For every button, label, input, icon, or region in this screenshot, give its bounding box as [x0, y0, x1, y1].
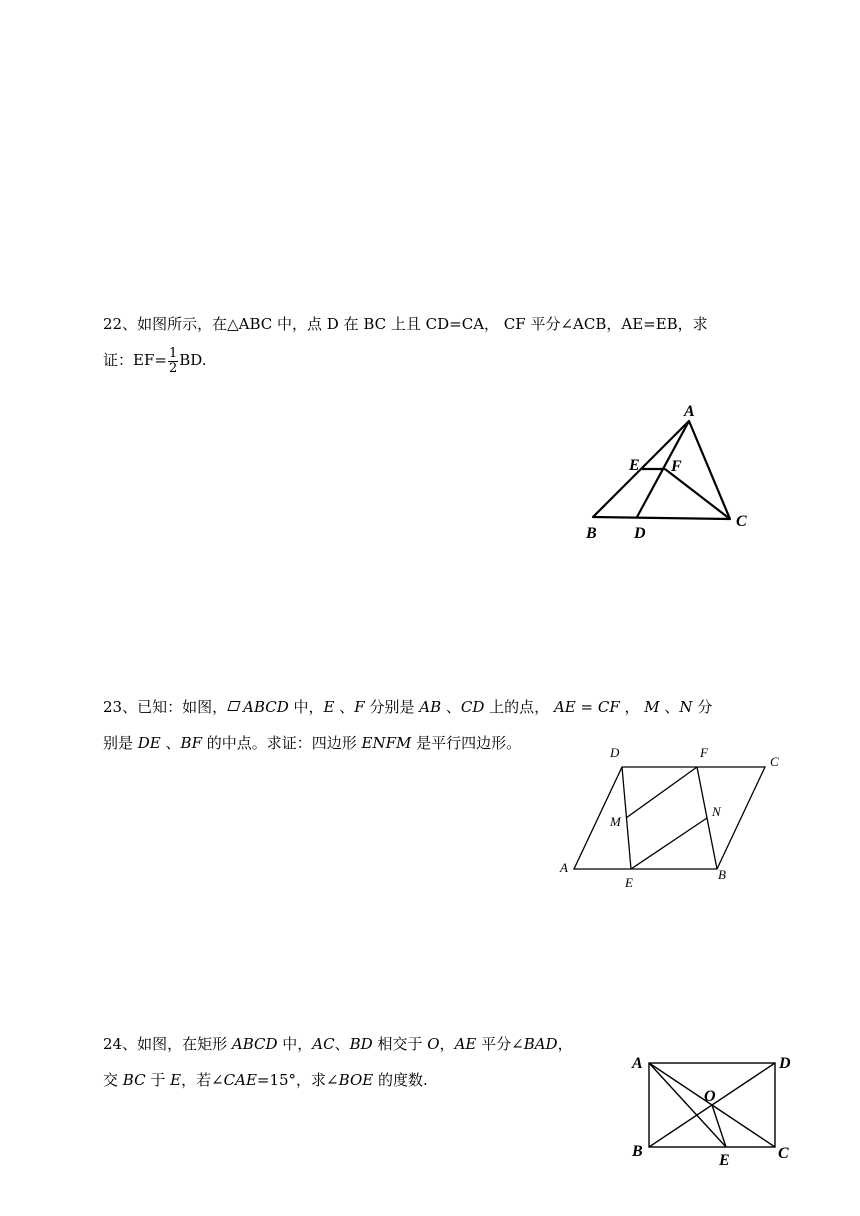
text: 、已知：如图， — [122, 698, 228, 716]
problem-22-number: 22 — [103, 315, 123, 333]
var: AE — [553, 698, 576, 716]
text: ， — [557, 1035, 573, 1053]
segment-ad — [637, 421, 689, 517]
label-a: A — [684, 403, 695, 420]
label-a: A — [560, 860, 568, 875]
text: 、如图，在矩形 — [122, 1035, 232, 1053]
label-o: O — [704, 1088, 716, 1105]
text: 分别是 — [364, 698, 420, 716]
segment-en — [631, 818, 707, 869]
fraction-one-half — [168, 347, 178, 376]
problem-24-line-2 — [103, 1070, 428, 1090]
text: 别是 — [103, 734, 138, 752]
text: 上的点， — [484, 698, 554, 716]
segment-oe — [712, 1105, 726, 1147]
var: E — [323, 698, 335, 716]
var: F — [354, 698, 365, 716]
label-n: N — [712, 804, 721, 819]
label-d: D — [779, 1055, 791, 1072]
segment-ae — [649, 1063, 726, 1147]
var: ENFM — [361, 734, 412, 752]
text: ，若∠ — [181, 1071, 224, 1089]
segment-fc — [665, 469, 730, 519]
text: 、 — [659, 698, 680, 716]
text: 中， — [288, 698, 324, 716]
var: ABCD — [243, 698, 289, 716]
label-f: F — [671, 458, 682, 475]
segment-fb — [697, 767, 717, 869]
label-d: D — [634, 525, 646, 542]
text: 于 — [145, 1071, 171, 1089]
text: 分 — [692, 698, 713, 716]
var: BOE — [338, 1071, 374, 1089]
problem-22-text-2-prefix: 证：EF= — [103, 351, 167, 369]
problem-24-line-1 — [103, 1034, 573, 1054]
text: 平分∠ — [476, 1035, 524, 1053]
label-b: B — [718, 867, 726, 882]
text: 、 — [160, 734, 181, 752]
label-f: F — [700, 745, 708, 760]
var: E — [170, 1071, 182, 1089]
var: BC — [122, 1071, 146, 1089]
label-b: B — [632, 1143, 643, 1160]
label-m: M — [610, 814, 621, 829]
label-d: D — [610, 745, 620, 760]
label-a: A — [632, 1055, 643, 1072]
problem-22-text-1: 、如图所示，在△ABC 中，点 D 在 BC 上且 CD=CA， CF 平分∠ACB，AE=EB，求 — [122, 315, 708, 333]
text: ， — [439, 1035, 455, 1053]
problem-22-line-1 — [103, 314, 708, 334]
problem-23-number: 23 — [103, 698, 123, 716]
label-e: E — [629, 457, 640, 474]
problem-22-text-2-suffix: BD. — [179, 351, 207, 369]
text: 是平行四边形。 — [411, 734, 522, 752]
label-b: B — [586, 525, 597, 542]
diagonal-ac — [649, 1063, 775, 1147]
fraction-denominator: 2 — [168, 360, 178, 376]
text: 、 — [441, 698, 461, 716]
label-c: C — [770, 754, 779, 769]
var: ABCD — [231, 1035, 278, 1053]
text: 的中点。求证：四边形 — [201, 734, 362, 752]
problem-24-number: 24 — [103, 1035, 123, 1053]
parallelogram-abcd — [574, 767, 765, 869]
label-c: C — [736, 513, 747, 530]
text: 相交于 — [372, 1035, 428, 1053]
triangle-abc — [593, 421, 730, 519]
text: = — [575, 698, 598, 716]
var: AB — [419, 698, 442, 716]
text: 、 — [334, 698, 355, 716]
segment-fm — [626, 767, 697, 818]
var: CF — [597, 698, 620, 716]
text: 交 — [103, 1071, 123, 1089]
var: BAD — [523, 1035, 558, 1053]
rectangle-abcd — [649, 1063, 775, 1147]
diagonal-bd — [649, 1063, 775, 1147]
text: 中， — [277, 1035, 313, 1053]
parallelogram-icon — [227, 701, 240, 711]
label-e: E — [625, 875, 633, 890]
problem-23-line-1 — [103, 697, 712, 717]
text: ， — [619, 698, 645, 716]
var: AE — [454, 1035, 477, 1053]
var: BD — [349, 1035, 373, 1053]
var: AC — [312, 1035, 335, 1053]
var: O — [427, 1035, 440, 1053]
var: BF — [180, 734, 202, 752]
text: 、 — [334, 1035, 350, 1053]
label-e: E — [719, 1152, 730, 1169]
label-c: C — [778, 1145, 789, 1162]
problem-22-line-2 — [103, 345, 207, 376]
var: M — [644, 698, 660, 716]
text: =15°，求∠ — [256, 1071, 339, 1089]
text: 的度数. — [373, 1071, 428, 1089]
fraction-numerator: 1 — [168, 345, 178, 361]
var: DE — [137, 734, 161, 752]
problem-23-line-2 — [103, 733, 521, 753]
var: CD — [460, 698, 485, 716]
var: CAE — [223, 1071, 257, 1089]
segment-de — [622, 767, 631, 869]
var: N — [679, 698, 693, 716]
